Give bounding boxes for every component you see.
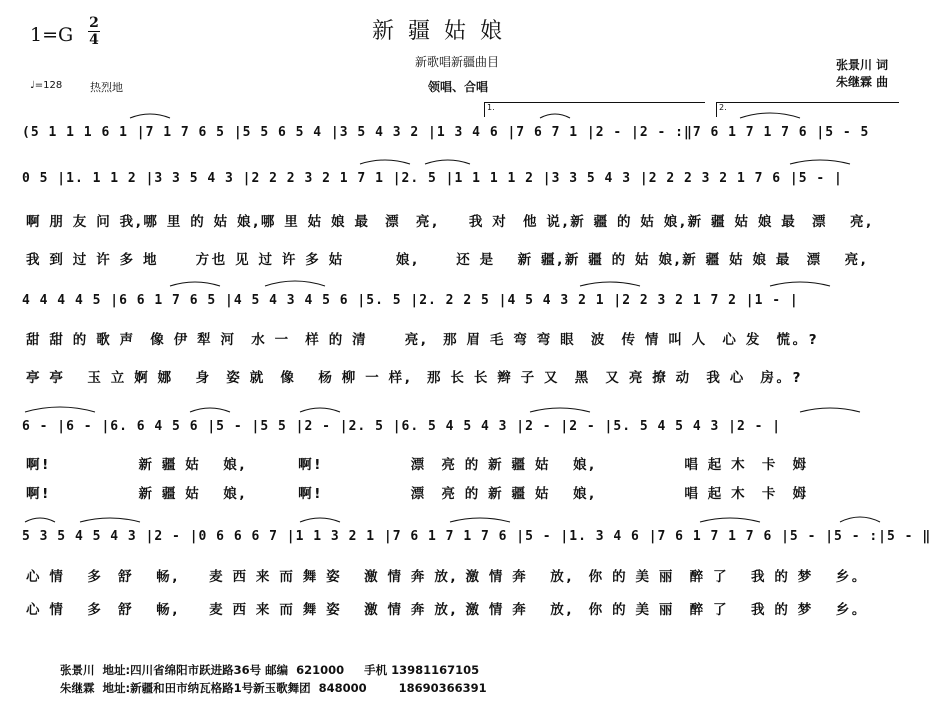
score-line-1: (5 1 1 1 6 1 |7 1 7 6 5 |5 5 6 5 4 |3 5 4 3 2 |1 3 4 6 |7 6 7 1 |2 - |2 - :‖7 6 1 7 1 7 6 |5 - 5 [22, 125, 870, 140]
slur-mark [700, 518, 760, 522]
lyric-line-3-verse-1: 甜 甜 的 歌 声 像 伊 犁 河 水 一 样 的 清 亮, 那 眉 毛 弯 弯 眼 波 传 情 叫 人 心 发 慌。? [26, 332, 820, 348]
lyric-line-3-verse-2: 亭 亭 玉 立 婀 娜 身 姿 就 像 杨 柳 一 样, 那 长 长 辫 子 又 黑 又 亮 撩 动 我 心 房。? [26, 370, 804, 386]
slur-mark [360, 160, 410, 164]
lyricist-credit: 张景川 词 [836, 58, 889, 72]
slur-mark [450, 518, 510, 522]
slur-mark [190, 408, 230, 412]
lyric-line-4-verse-1: 啊! 新 疆 姑 娘, 啊! 漂 亮 的 新 疆 姑 娘, 唱 起 木 卡 姆 [26, 457, 809, 473]
score-line-5: 5 3 5 4 5 4 3 |2 - |0 6 6 6 7 |1 1 3 2 1 |7 6 1 7 1 7 6 |5 - |1. 3 4 6 |7 6 1 7 1 7 6 |5 - |5 - :|5 - ‖ [22, 529, 932, 544]
lyric-line-2-verse-2: 我 到 过 许 多 地 方也 见 过 许 多 姑 娘, 还 是 新 疆,新 疆 的 姑 娘,新 疆 姑 娘 最 漂 亮, [26, 252, 869, 268]
lyric-line-5-verse-1: 心 情 多 舒 畅, 麦 西 来 而 舞 姿 激 情 奔 放, 激 情 奔 放, 你 的 美 丽 醉 了 我 的 梦 乡。 [26, 569, 868, 585]
slur-mark [425, 160, 470, 164]
time-signature-top: 2 [89, 15, 99, 31]
slur-mark [25, 407, 95, 412]
slur-mark [530, 408, 590, 412]
expression-marking: 热烈地 [90, 81, 123, 94]
footer-composer-address: 朱继霖 地址:新疆和田市纳瓦格路1号新玉歌舞团 848000 18690366391 [60, 681, 487, 695]
performance-form: 领唱、合唱 [428, 80, 489, 94]
footer-lyricist-address: 张景川 地址:四川省绵阳市跃进路36号 邮编 621000 手机 13981167105 [60, 663, 480, 677]
score-line-4: 6 - |6 - |6. 6 4 5 6 |5 - |5 5 |2 - |2. 5 |6. 5 4 5 4 3 |2 - |2 - |5. 5 4 5 4 3 |2 - | [22, 419, 782, 434]
slur-mark [790, 160, 850, 164]
tempo-marking: ♩=128 [30, 80, 63, 91]
time-signature-bottom: 4 [89, 32, 99, 48]
slur-mark [540, 114, 570, 118]
slur-mark [580, 282, 640, 286]
key-signature: 1=G [30, 24, 74, 46]
slur-mark [800, 408, 860, 412]
slur-mark [25, 518, 55, 522]
slur-mark [80, 518, 140, 522]
slur-mark [300, 408, 340, 412]
slur-mark [770, 282, 830, 286]
lyric-line-4-verse-2: 啊! 新 疆 姑 娘, 啊! 漂 亮 的 新 疆 姑 娘, 唱 起 木 卡 姆 [26, 486, 809, 502]
volta-first-label: 1. [487, 103, 495, 112]
score-line-2: 0 5 |1. 1 1 2 |3 3 5 4 3 |2 2 2 3 2 1 7 1 |2. 5 |1 1 1 1 2 |3 3 5 4 3 |2 2 2 3 2 1 7 6 |5 - | [22, 171, 843, 186]
slur-mark [130, 114, 170, 118]
slur-mark [740, 113, 800, 118]
lyric-line-2-verse-1: 啊 朋 友 问 我,哪 里 的 姑 娘,哪 里 姑 娘 最 漂 亮, 我 对 他 说,新 疆 的 姑 娘,新 疆 姑 娘 最 漂 亮, [26, 214, 874, 230]
lyric-line-5-verse-2: 心 情 多 舒 畅, 麦 西 来 而 舞 姿 激 情 奔 放, 激 情 奔 放, 你 的 美 丽 醉 了 我 的 梦 乡。 [26, 602, 868, 618]
composer-credit: 朱继霖 曲 [836, 75, 889, 89]
slur-mark [840, 517, 880, 522]
slur-mark [300, 518, 340, 522]
song-title: 新疆姑娘 [372, 19, 517, 44]
volta-second-label: 2. [719, 103, 727, 112]
score-line-3: 4 4 4 4 5 |6 6 1 7 6 5 |4 5 4 3 4 5 6 |5. 5 |2. 2 2 5 |4 5 4 3 2 1 |2 2 3 2 1 7 2 |1 - | [22, 293, 799, 308]
song-subtitle: 新歌唱新疆曲目 [415, 55, 500, 69]
slur-mark [170, 282, 220, 286]
slur-mark [265, 281, 325, 286]
